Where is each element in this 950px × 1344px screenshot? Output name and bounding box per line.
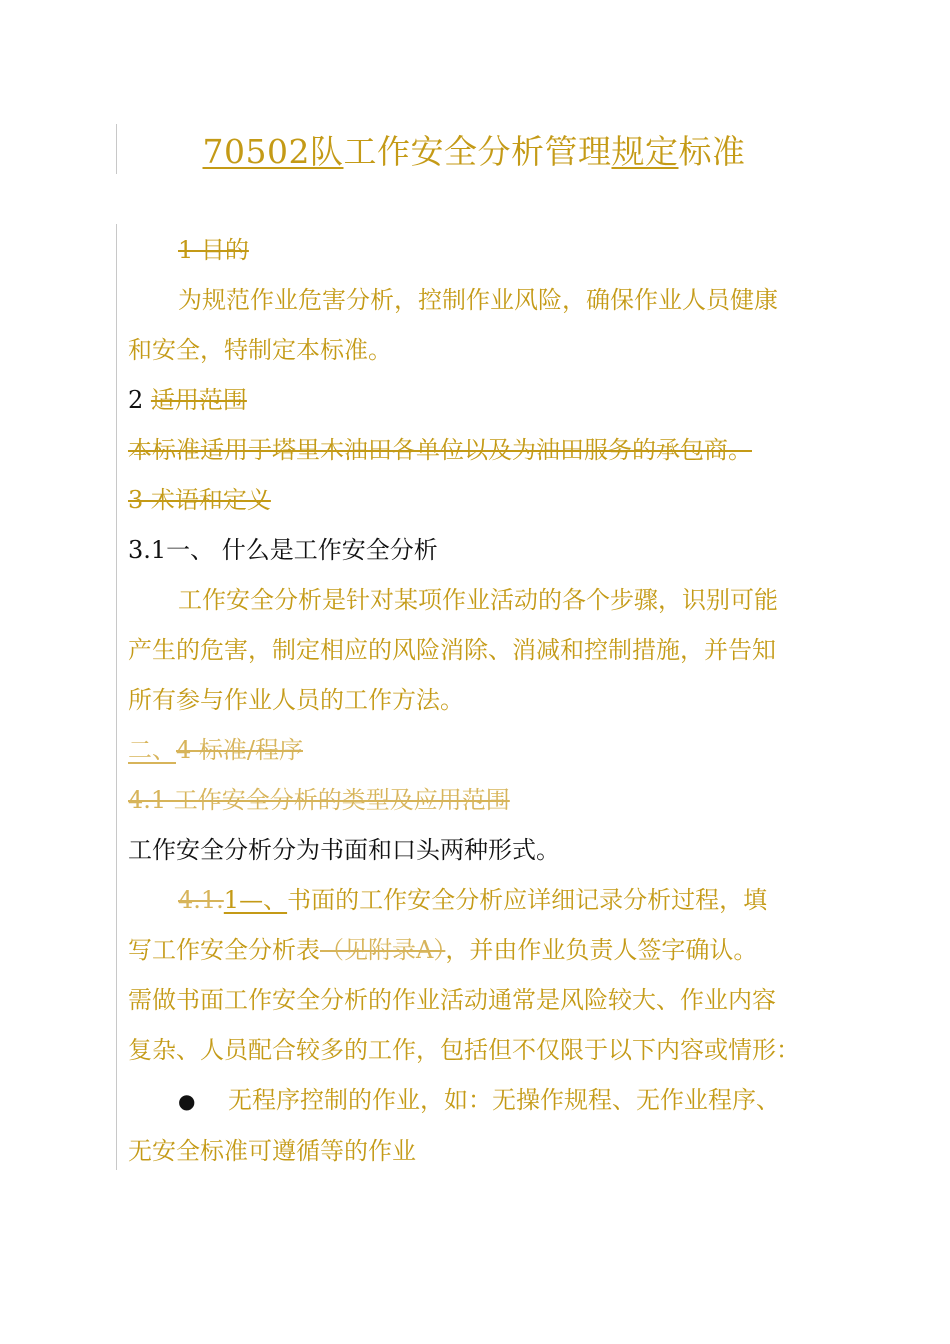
section-3-1-text-line2: 产生的危害，制定相应的风险消除、消减和控制措施，并告知 (128, 636, 776, 664)
section-2-heading: 2 适用范围 (128, 386, 247, 414)
section-4-1-1-line3: 需做书面工作安全分析的作业活动通常是风险较大、作业内容 (128, 986, 776, 1014)
document-body (128, 225, 828, 1176)
document-title (128, 127, 820, 177)
bullet-icon: ● (178, 1089, 196, 1113)
section-4-1-1-line1: 4.1.1—、书面的工作安全分析应详细记录分析过程，填 (178, 886, 768, 914)
section-4-1-text: 工作安全分析分为书面和口头两种形式。 (128, 836, 560, 864)
section-1-heading: 1 目的 (178, 236, 249, 264)
change-bar-body (116, 224, 117, 1170)
section-3-1-text-line3: 所有参与作业人员的工作方法。 (128, 686, 464, 714)
section-4-1-heading: 4.1 工作安全分析的类型及应用范围 (128, 786, 510, 814)
section-3-1-heading: 3.1一、 什么是工作安全分析 (128, 536, 438, 564)
section-1-text-line2: 和安全，特制定本标准。 (128, 336, 392, 364)
change-bar-title (116, 124, 117, 174)
section-4-1-1-line4: 复杂、人员配合较多的工作，包括但不仅限于以下内容或情形： (128, 1036, 800, 1064)
section-3-1-text-line1: 工作安全分析是针对某项作业活动的各个步骤，识别可能 (178, 586, 778, 614)
bullet-item-1-line2: 无安全标准可遵循等的作业 (128, 1137, 416, 1165)
section-2-text: 本标准适用于塔里木油田各单位以及为油田服务的承包商。 (128, 436, 752, 464)
bullet-item-1-line1: ● 无程序控制的作业，如：无操作规程、无作业程序、 (128, 1075, 828, 1126)
title-main: 工作安全分析管理 (343, 132, 612, 171)
section-4-heading: 二、4 标准/程序 (128, 736, 303, 764)
section-3-heading: 3 术语和定义 (128, 486, 271, 514)
section-1-text-line1: 为规范作业危害分析，控制作业风险，确保作业人员健康 (178, 286, 778, 314)
title-inserted-word: 规定 (611, 132, 679, 171)
title-end: 标准 (678, 132, 746, 171)
title-team-number: 70502队 (202, 132, 344, 171)
section-4-1-1-line2: 写工作安全分析表（见附录A），并由作业负责人签字确认。 (128, 936, 758, 964)
